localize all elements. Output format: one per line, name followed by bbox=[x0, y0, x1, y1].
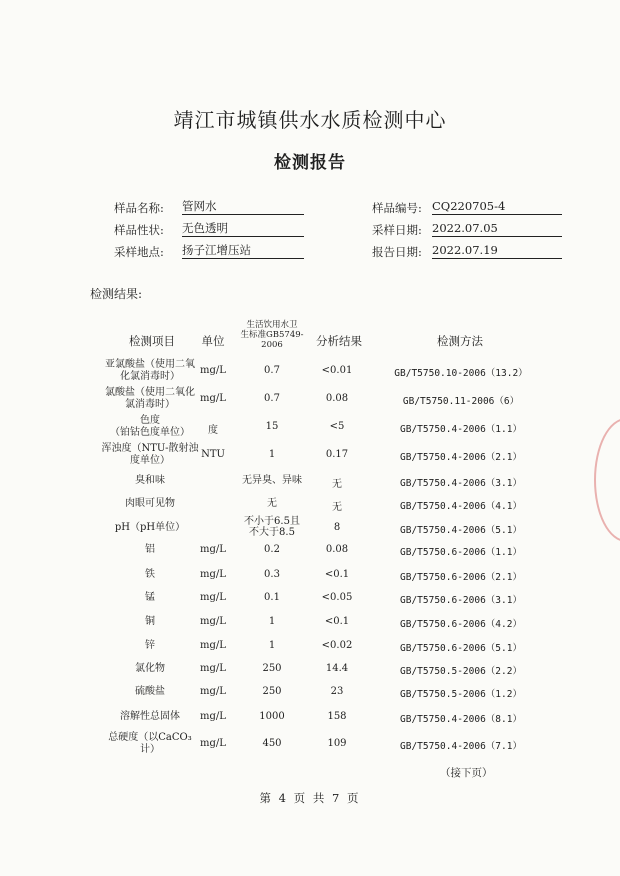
cell-method bbox=[380, 544, 542, 558]
cell-item-text: 化氯消毒时） bbox=[120, 371, 180, 382]
cell-method bbox=[380, 365, 542, 379]
cell-method-text: GB/T5750.4-2006（2.1） bbox=[400, 452, 522, 463]
col-header-method: 检测方法 bbox=[437, 334, 483, 348]
cell-unit-text: mg/L bbox=[200, 569, 226, 580]
page-footer: 第 4 页 共 7 页 bbox=[259, 791, 361, 805]
cell-unit bbox=[196, 663, 230, 674]
cell-item-text: pH（pH单位） bbox=[114, 522, 186, 533]
cell-result-text: <0.1 bbox=[324, 569, 350, 580]
cell-standard bbox=[234, 738, 310, 749]
cell-unit-text: mg/L bbox=[200, 640, 226, 651]
cell-result bbox=[310, 663, 364, 674]
cell-result-text: 0.08 bbox=[325, 544, 349, 555]
cell-unit-text: mg/L bbox=[200, 544, 226, 555]
cell-standard-text: 1 bbox=[268, 640, 276, 651]
cell-standard bbox=[234, 616, 310, 627]
table-row bbox=[0, 704, 620, 730]
cell-result bbox=[310, 544, 364, 555]
cell-standard-text: 1 bbox=[268, 616, 276, 627]
cell-standard-text: 不小于6.5且 bbox=[244, 516, 300, 527]
cell-item-text: 铁 bbox=[145, 569, 155, 580]
cell-standard bbox=[234, 711, 310, 722]
cell-standard bbox=[234, 663, 310, 674]
cell-unit-text: mg/L bbox=[200, 738, 226, 749]
cell-result bbox=[310, 522, 364, 533]
cell-standard bbox=[234, 592, 310, 603]
col-header-analysis: 分析结果 bbox=[316, 334, 362, 348]
cell-unit-text: mg/L bbox=[200, 365, 226, 376]
cell-item-text: 总硬度（以CaCO₃ bbox=[108, 732, 192, 743]
cell-result-text: <0.02 bbox=[321, 640, 353, 651]
cell-result bbox=[310, 393, 364, 404]
cell-unit-text: mg/L bbox=[200, 393, 226, 404]
cell-result-text: <5 bbox=[329, 421, 345, 432]
cell-method bbox=[380, 522, 542, 536]
table-row bbox=[0, 585, 620, 611]
cell-standard bbox=[234, 544, 310, 555]
cell-method bbox=[380, 449, 542, 463]
cell-standard-text: 0.7 bbox=[264, 393, 280, 404]
cell-result-text: 8 bbox=[333, 522, 341, 533]
cell-item-text: 肉眼可见物 bbox=[125, 498, 175, 509]
cell-method bbox=[380, 640, 542, 654]
cell-method bbox=[380, 569, 542, 583]
cell-method-text: GB/T5750.6-2006（3.1） bbox=[400, 595, 522, 606]
report-issuer-title: 靖江市城镇供水水质检测中心 bbox=[173, 108, 447, 132]
cell-method bbox=[380, 616, 542, 630]
table-row bbox=[0, 731, 620, 757]
sample-no-label: 样品编号: bbox=[372, 201, 422, 215]
cell-result-text: <0.1 bbox=[324, 616, 350, 627]
cell-method-text: GB/T5750.6-2006（2.1） bbox=[400, 572, 522, 583]
cell-standard bbox=[234, 449, 310, 460]
cell-item-text: 锌 bbox=[145, 640, 155, 651]
cell-result bbox=[310, 569, 364, 580]
cell-result-text: 无 bbox=[332, 502, 342, 513]
cell-method-text: GB/T5750.6-2006（1.1） bbox=[400, 547, 522, 558]
cell-method-text: GB/T5750.4-2006（1.1） bbox=[400, 424, 522, 435]
cell-standard bbox=[234, 498, 310, 509]
cell-result bbox=[310, 449, 364, 460]
cell-item-text: （铂钴色度单位） bbox=[110, 427, 190, 438]
cell-standard-text: 250 bbox=[262, 663, 282, 674]
cell-unit bbox=[196, 421, 230, 436]
sampling-date-value: 2022.07.05 bbox=[432, 221, 562, 237]
cell-standard-text: 0.1 bbox=[264, 592, 280, 603]
cell-item-text: 铝 bbox=[145, 544, 155, 555]
cell-result-text: 14.4 bbox=[325, 663, 349, 674]
col-header-standard-line: 2006 bbox=[261, 340, 283, 350]
cell-standard-text: 0.2 bbox=[264, 544, 280, 555]
cell-method-text: GB/T5750.5-2006（2.2） bbox=[400, 666, 522, 677]
cell-method bbox=[380, 498, 542, 512]
cell-result-text: <0.01 bbox=[321, 365, 353, 376]
cell-item-text: 铜 bbox=[145, 616, 155, 627]
sampling-date-label: 采样日期: bbox=[372, 223, 422, 237]
cell-item-text: 色度 bbox=[140, 415, 160, 426]
cell-standard bbox=[234, 640, 310, 651]
cell-method bbox=[380, 711, 542, 725]
cell-item-text: 溶解性总固体 bbox=[120, 711, 180, 722]
cell-unit-text: mg/L bbox=[200, 616, 226, 627]
cell-unit-text: 度 bbox=[208, 425, 218, 436]
table-row bbox=[0, 442, 620, 468]
cell-unit bbox=[196, 711, 230, 722]
sample-nature-label: 样品性状: bbox=[114, 223, 164, 237]
cell-item-text: 臭和味 bbox=[135, 475, 165, 486]
cell-standard bbox=[234, 516, 310, 538]
cell-unit-text: mg/L bbox=[200, 592, 226, 603]
col-header-item: 检测项目 bbox=[129, 334, 175, 348]
cell-item-text: 度单位） bbox=[130, 455, 170, 466]
cell-method-text: GB/T5750.5-2006（1.2） bbox=[400, 689, 522, 700]
cell-unit bbox=[196, 686, 230, 697]
sample-name-value: 管网水 bbox=[182, 199, 304, 215]
cell-result bbox=[310, 711, 364, 722]
cell-unit bbox=[196, 616, 230, 627]
cell-method-text: GB/T5750.4-2006（4.1） bbox=[400, 501, 522, 512]
cell-result-text: <0.05 bbox=[321, 592, 353, 603]
cell-result bbox=[310, 686, 364, 697]
cell-item-text: 浑浊度（NTU-散射浊 bbox=[101, 443, 199, 454]
table-row bbox=[0, 414, 620, 440]
cell-method-text: GB/T5750.10-2006（13.2） bbox=[394, 368, 528, 379]
sample-name-label: 样品名称: bbox=[114, 201, 164, 215]
cell-method bbox=[380, 393, 542, 407]
continued-note: （接下页） bbox=[440, 767, 493, 779]
cell-result bbox=[310, 616, 364, 627]
cell-result-text: 0.08 bbox=[325, 393, 349, 404]
table-row bbox=[0, 491, 620, 517]
results-label: 检测结果: bbox=[90, 287, 143, 301]
cell-item-text: 氯消毒时） bbox=[125, 399, 175, 410]
cell-unit-text: mg/L bbox=[200, 686, 226, 697]
cell-unit bbox=[196, 640, 230, 651]
cell-standard bbox=[234, 393, 310, 404]
table-row bbox=[0, 679, 620, 705]
cell-result-text: 无 bbox=[332, 479, 342, 490]
cell-method-text: GB/T5750.6-2006（4.2） bbox=[400, 619, 522, 630]
cell-result-text: 158 bbox=[327, 711, 347, 722]
cell-standard-text: 15 bbox=[265, 421, 279, 432]
cell-unit bbox=[196, 393, 230, 404]
cell-method-text: GB/T5750.4-2006（3.1） bbox=[400, 478, 522, 489]
cell-method bbox=[380, 663, 542, 677]
cell-unit bbox=[196, 569, 230, 580]
cell-standard-text: 0.7 bbox=[264, 365, 280, 376]
cell-method-text: GB/T5750.6-2006（5.1） bbox=[400, 643, 522, 654]
cell-method bbox=[380, 421, 542, 435]
table-row bbox=[0, 358, 620, 384]
sampling-site-label: 采样地点: bbox=[114, 245, 164, 259]
cell-standard-text: 450 bbox=[262, 738, 282, 749]
col-header-standard-line: 生活饮用水卫 bbox=[246, 320, 298, 330]
cell-standard-text: 1000 bbox=[259, 711, 285, 722]
cell-item bbox=[84, 522, 216, 534]
cell-unit bbox=[196, 365, 230, 376]
cell-method-text: GB/T5750.4-2006（5.1） bbox=[400, 525, 522, 536]
cell-item-text: 亚氯酸盐（使用二氧 bbox=[105, 359, 195, 370]
table-row bbox=[0, 537, 620, 563]
cell-result-text: 109 bbox=[327, 738, 347, 749]
cell-result bbox=[310, 640, 364, 651]
cell-unit-text: mg/L bbox=[200, 663, 226, 674]
cell-standard-text: 1 bbox=[268, 449, 276, 460]
report-date-value: 2022.07.19 bbox=[432, 243, 562, 259]
cell-standard bbox=[234, 686, 310, 697]
cell-unit bbox=[196, 738, 230, 749]
cell-result bbox=[310, 592, 364, 603]
cell-item bbox=[84, 475, 216, 487]
cell-standard bbox=[234, 475, 310, 486]
cell-standard-text: 不大于8.5 bbox=[249, 527, 295, 538]
cell-standard-text: 无 bbox=[267, 498, 277, 509]
cell-method bbox=[380, 475, 542, 489]
col-header-unit: 单位 bbox=[201, 334, 225, 348]
cell-item-text: 氯酸盐（使用二氧化 bbox=[105, 387, 195, 398]
cell-method bbox=[380, 686, 542, 700]
sample-nature-value: 无色透明 bbox=[182, 221, 304, 237]
cell-method-text: GB/T5750.4-2006（8.1） bbox=[400, 714, 522, 725]
cell-method bbox=[380, 738, 542, 752]
cell-standard bbox=[234, 365, 310, 376]
cell-item-text: 计） bbox=[140, 744, 160, 755]
cell-item-text: 氯化物 bbox=[135, 663, 165, 674]
cell-standard-text: 0.3 bbox=[264, 569, 280, 580]
sampling-site-value: 扬子江增压站 bbox=[182, 243, 304, 259]
cell-standard bbox=[234, 421, 310, 432]
cell-unit bbox=[196, 449, 230, 460]
table-row bbox=[0, 609, 620, 635]
sample-no-value: CQ220705-4 bbox=[432, 199, 562, 215]
report-title: 检测报告 bbox=[274, 153, 346, 173]
cell-standard bbox=[234, 569, 310, 580]
cell-result-text: 0.17 bbox=[325, 449, 349, 460]
cell-item-text: 硫酸盐 bbox=[135, 686, 165, 697]
cell-method-text: GB/T5750.4-2006（7.1） bbox=[400, 741, 522, 752]
cell-item-text: 锰 bbox=[145, 592, 155, 603]
report-date-label: 报告日期: bbox=[372, 245, 422, 259]
cell-unit-text: mg/L bbox=[200, 711, 226, 722]
cell-unit bbox=[196, 544, 230, 555]
cell-unit-text: NTU bbox=[201, 449, 225, 460]
cell-unit bbox=[196, 592, 230, 603]
cell-method bbox=[380, 592, 542, 606]
cell-item bbox=[84, 498, 216, 510]
cell-standard-text: 无异臭、异味 bbox=[242, 475, 302, 486]
col-header-standard bbox=[234, 320, 310, 350]
cell-standard-text: 250 bbox=[262, 686, 282, 697]
cell-result bbox=[310, 475, 364, 490]
cell-result bbox=[310, 738, 364, 749]
col-header-standard-line: 生标准GB5749- bbox=[240, 330, 304, 340]
cell-result bbox=[310, 365, 364, 376]
table-row bbox=[0, 386, 620, 412]
cell-result bbox=[310, 498, 364, 513]
cell-result bbox=[310, 421, 364, 432]
cell-result-text: 23 bbox=[330, 686, 344, 697]
cell-method-text: GB/T5750.11-2006（6） bbox=[402, 396, 520, 407]
